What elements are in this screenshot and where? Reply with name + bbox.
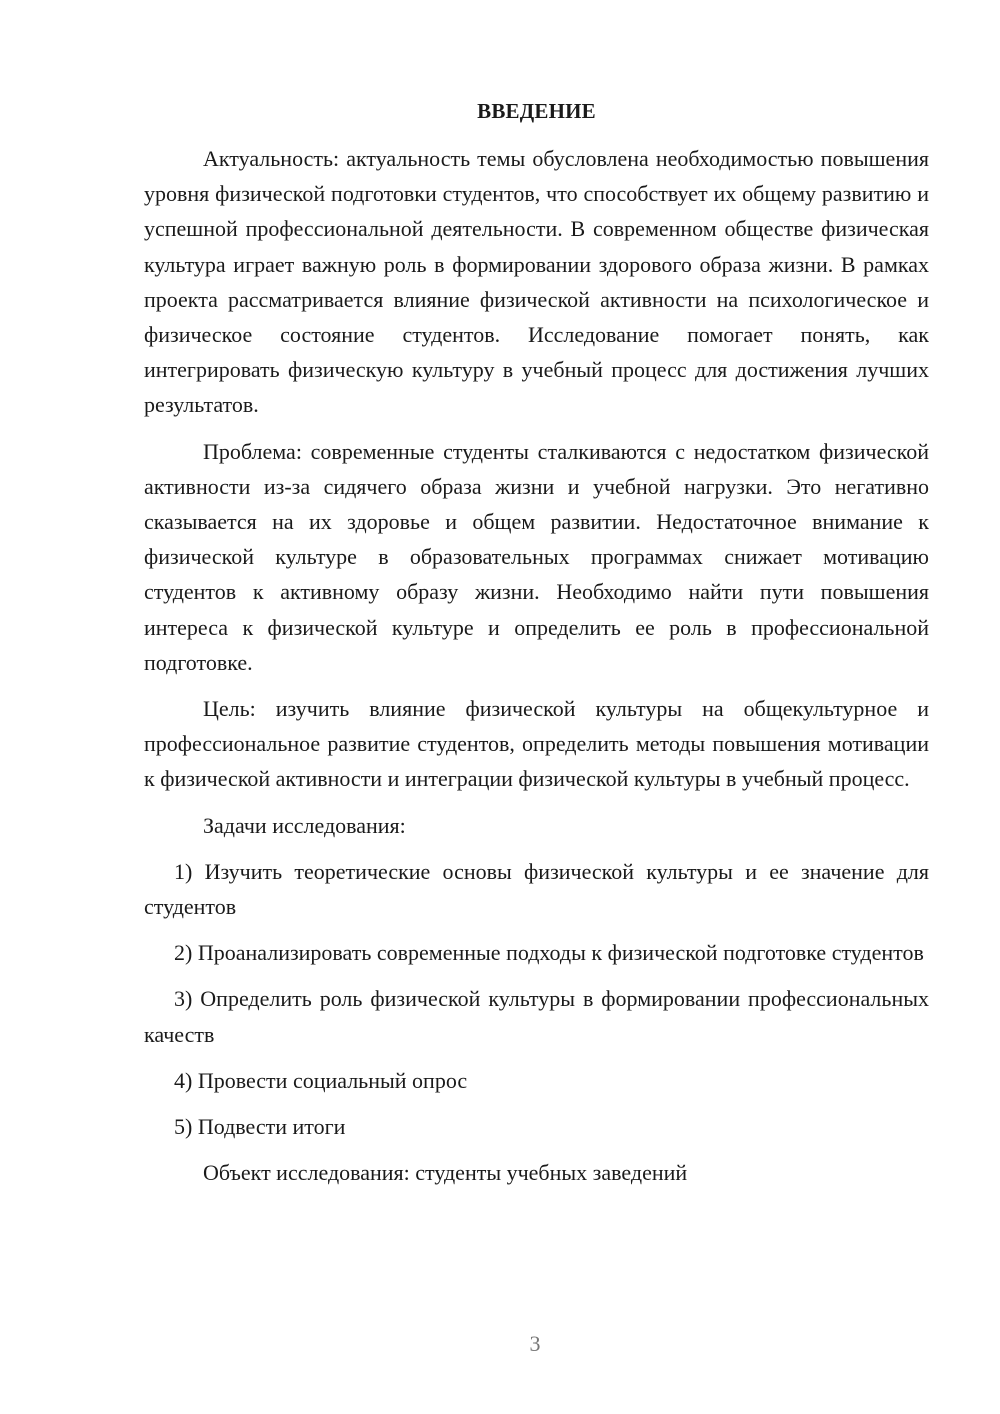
task-item-2: 2) Проанализировать современные подходы к физической подготовке студентов	[174, 940, 924, 966]
task-item-4: 4) Провести социальный опрос	[174, 1067, 468, 1093]
task-item-5: 5) Подвести итоги	[174, 1114, 346, 1140]
page-content	[144, 94, 929, 1201]
problem-paragraph: Проблема: современные студенты сталкиваются с недостатком физической активности из-за сидячего образа жизни и учебной нагрузки. Это негативно сказывается на их здоровье и общем развитии. Недостаточное внимание к физической культуре в образовательных программах снижает мотивацию студентов к активному образу жизни. Необходимо найти пути повышения интереса к физической культуре и определить ее роль в профессиональной подготовке.	[144, 438, 929, 675]
page-number: 3	[529, 1331, 541, 1356]
task-item-1: 1) Изучить теоретические основы физической культуры и ее значение для студентов	[144, 858, 929, 920]
object-paragraph: Объект исследования: студенты учебных заведений	[203, 1160, 688, 1186]
relevance-paragraph: Актуальность: актуальность темы обусловлена необходимостью повышения уровня физической подготовки студентов, что способствует их общему развитию и успешной профессиональной деятельности. В современном обществе физическая культура играет важную роль в формировании здорового образа жизни. В рамках проекта рассматривается влияние физической активности на психологическое и физическое состояние студентов. Исследование помогает понять, как интегрировать физическую культуру в учебный процесс для достижения лучших результатов.	[144, 146, 929, 418]
tasks-intro: Задачи исследования:	[203, 812, 406, 838]
goal-paragraph: Цель: изучить влияние физической культуры на общекультурное и профессиональное развитие студентов, определить методы повышения мотивации к физической активности и интеграции физической культуры в учебный процесс.	[144, 696, 929, 792]
task-item-3: 3) Определить роль физической культуры в формировании профессиональных качеств	[144, 986, 929, 1047]
section-heading: ВВЕДЕНИЕ	[477, 99, 596, 123]
